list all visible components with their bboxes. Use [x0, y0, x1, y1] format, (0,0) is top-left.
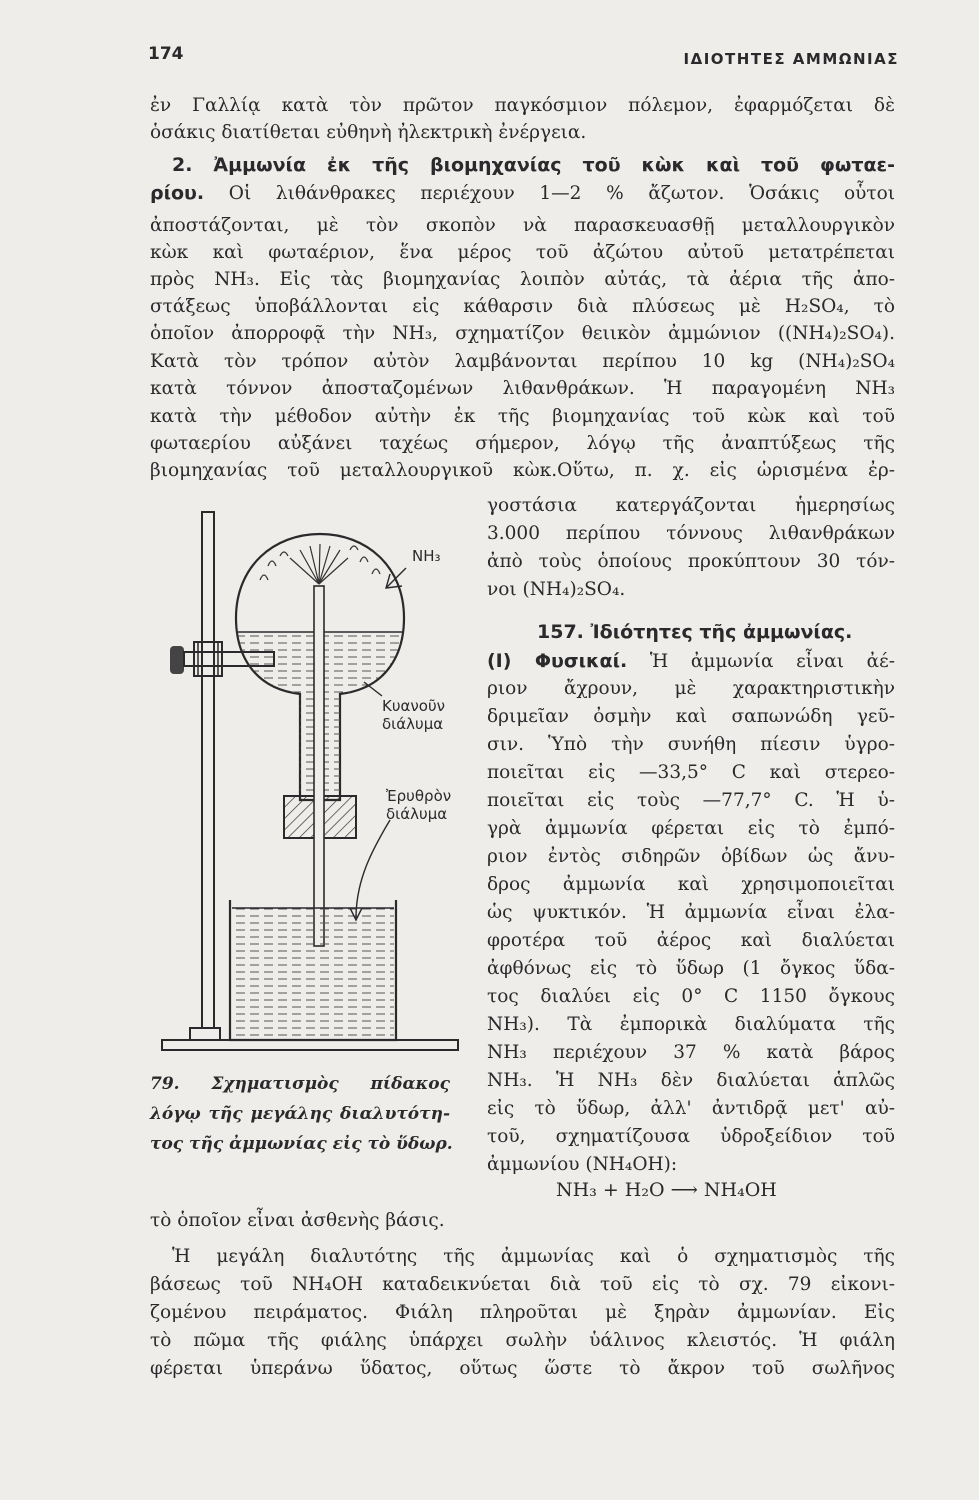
figure-caption-line-2: λόγῳ τῆς μεγάλης διαλυτότη-	[150, 1104, 450, 1124]
section-2-line-3: κὼκ καὶ φωταέριον, ἕνα μέρος τοῦ ἀζώτου αὐτοῦ μετατρέπεται	[150, 242, 895, 263]
label-red-solution-2: διάλυμα	[386, 805, 448, 823]
section-2-line-4: πρὸς NH₃. Εἰς τὰς βιομηχανίας λοιπὸν αὐτάς, τὰ ἀέρια τῆς ἀπο-	[150, 269, 895, 290]
section-2-line-1: ρίου. Οἱ λιθάνθρακες περιέχουν 1—2 % ἄζωτον. Ὁσάκις οὗτοι	[150, 182, 895, 204]
fountain-apparatus-illustration	[150, 500, 470, 1060]
section-2-line-7: Κατὰ τὸν τρόπον αὐτὸν λαμβάνονται περίπου 10 kg (NH₄)₂SO₄	[150, 351, 895, 372]
section-157-line-14: NH₃). Τὰ ἐμπορικὰ διαλύματα τῆς	[487, 1014, 895, 1035]
section-157-line-15: NH₃ περιέχουν 37 % κατὰ βάρος	[487, 1042, 895, 1063]
chemical-equation: NH₃ + H₂O ⟶ NH₄OH	[556, 1179, 777, 1201]
closing-line-2: βάσεως τοῦ NH₄OH καταδεικνύεται διὰ τοῦ εἰς τὸ σχ. 79 εἰκονι-	[150, 1274, 895, 1295]
section-157-line-5: ποιεῖται εἰς —33,5° C καὶ στερεο-	[487, 762, 895, 783]
section-2-line-9: κατὰ τὴν μέθοδον αὐτὴν ἐκ τῆς βιομηχανίας τοῦ κὼκ καὶ τοῦ	[150, 406, 895, 427]
section-157-line-12: ἀφθόνως εἰς τὸ ὕδωρ (1 ὄγκος ὕδα-	[487, 958, 895, 979]
section-157-heading: 157. Ἰδιότητες τῆς ἀμμωνίας.	[537, 621, 853, 643]
intro-line-1: ἐν Γαλλίᾳ κατὰ τὸν πρῶτον παγκόσμιον πόλεμον, ἐφαρμόζεται δὲ	[150, 95, 895, 116]
figure-caption-line-1: 79. Σχηματισμὸς πίδακος	[150, 1074, 450, 1094]
label-nh3-gas: NH₃	[412, 547, 441, 565]
section-157-line-8: ριον ἐντὸς σιδηρῶν ὀβίδων ὡς ἄνυ-	[487, 846, 895, 867]
section-157-line-18: τοῦ, σχηματίζουσα ὑδροξείδιον τοῦ	[487, 1126, 895, 1147]
section-157-line-4: σιν. Ὑπὸ τὴν συνήθη πίεσιν ὑγρο-	[487, 734, 895, 755]
label-red-solution-1: Ἐρυθρὸν	[386, 787, 452, 805]
section-157-line-16: NH₃. Ἡ NH₃ δὲν διαλύεται ἁπλῶς	[487, 1070, 895, 1091]
closing-line-1: Ἡ μεγάλη διαλυτότης τῆς ἀμμωνίας καὶ ὁ σχηματισμὸς τῆς	[172, 1246, 895, 1267]
after-equation-line: τὸ ὁποῖον εἶναι ἀσθενὴς βάσις.	[150, 1210, 445, 1231]
section-2-line-6: ὁποῖον ἀπορροφᾷ τὴν NH₃, σχηματίζον θειικὸν ἀμμώνιον ((NH₄)₂SO₄).	[150, 323, 895, 344]
section-2-right-3: ἀπὸ τοὺς ὁποίους προκύπτουν 30 τόν-	[487, 551, 895, 572]
running-title: ΙΔΙΟΤΗΤΕΣ ΑΜΜΩΝΙΑΣ	[683, 50, 899, 68]
section-2-line-10: φωταερίου αὐξάνει ταχέως σήμερον, λόγῳ τῆς ἀναπτύξεως τῆς	[150, 433, 895, 454]
section-157-line-1: (I) Φυσικαί. Ἡ ἀμμωνία εἶναι ἀέ-	[487, 650, 895, 672]
section-2-line-2: ἀποστάζονται, μὲ τὸν σκοπὸν νὰ παρασκευασθῇ μεταλλουργικὸν	[150, 215, 895, 236]
closing-line-5: φέρεται ὑπεράνω ὕδατος, οὕτως ὥστε τὸ ἄκρον τοῦ σωλῆνος	[150, 1358, 895, 1379]
section-157-line-17: εἰς τὸ ὕδωρ, ἀλλ' ἀντιδρᾷ μετ' αὐ-	[487, 1098, 895, 1119]
section-2-right-4: νοι (NH₄)₂SO₄.	[487, 579, 626, 600]
section-2-line-5: στάξεως ὑποβάλλονται εἰς κάθαρσιν διὰ πλύσεως μὲ H₂SO₄, τὸ	[150, 296, 895, 317]
section-157-line-7: γρὰ ἀμμωνία φέρεται εἰς τὸ ἐμπό-	[487, 818, 895, 839]
closing-line-4: τὸ πῶμα τῆς φιάλης ὑπάρχει σωλὴν ὑάλινος κλειστός. Ἡ φιάλη	[150, 1330, 895, 1351]
section-157-line-11: φροτέρα τοῦ ἀέρος καὶ διαλύεται	[487, 930, 895, 951]
intro-line-2: ὁσάκις διατίθεται εὐθηνὴ ἠλεκτρικὴ ἐνέργεια.	[150, 122, 587, 143]
figure-caption-line-3: τος τῆς ἀμμωνίας εἰς τὸ ὕδωρ.	[150, 1134, 453, 1154]
physical-properties-subheading: (I) Φυσικαί.	[487, 650, 628, 672]
section-157-line-2: ριον ἄχρουν, μὲ χαρακτηριστικὴν	[487, 678, 895, 699]
section-157-line-3: δριμεῖαν ὀσμὴν καὶ σαπωνώδη γεῦ-	[487, 706, 895, 727]
label-blue-solution-1: Κυανοῦν	[382, 697, 446, 715]
section-2-right-1: γοστάσια κατεργάζονται ἡμερησίως	[487, 495, 895, 516]
section-2-heading-end: ρίου.	[150, 182, 205, 204]
section-2-heading: 2. Ἀμμωνία ἐκ τῆς βιομηχανίας τοῦ κὼκ καὶ τοῦ φωταε-	[172, 154, 895, 176]
page-number: 174	[148, 44, 184, 64]
section-157-line-19: ἀμμωνίου (NH₄OH):	[487, 1154, 678, 1175]
section-2-right-2: 3.000 περίπου τόννους λιθανθράκων	[487, 523, 895, 544]
label-blue-solution-2: διάλυμα	[382, 715, 444, 733]
figure-79	[150, 500, 470, 1064]
section-2-line-11: βιομηχανίας τοῦ μεταλλουργικοῦ κὼκ.Οὕτω, π. χ. εἰς ὡρισμένα ἐρ-	[150, 460, 895, 481]
section-157-line-13: τος διαλύει εἰς 0° C 1150 ὄγκους	[487, 986, 895, 1007]
section-157-line-10: ὡς ψυκτικόν. Ἡ ἀμμωνία εἶναι ἐλα-	[487, 902, 895, 923]
section-2-line-8: κατὰ τόννον ἀποσταζομένων λιθανθράκων. Ἡ παραγομένη NH₃	[150, 378, 895, 399]
section-157-line-9: δρος ἀμμωνία καὶ χρησιμοποιεῖται	[487, 874, 895, 895]
closing-line-3: ζομένου πειράματος. Φιάλη πληροῦται μὲ ξηρὰν ἀμμωνίαν. Εἰς	[150, 1302, 895, 1323]
section-157-line-6: ποιεῖται εἰς τοὺς —77,7° C. Ἡ ὑ-	[487, 790, 895, 811]
